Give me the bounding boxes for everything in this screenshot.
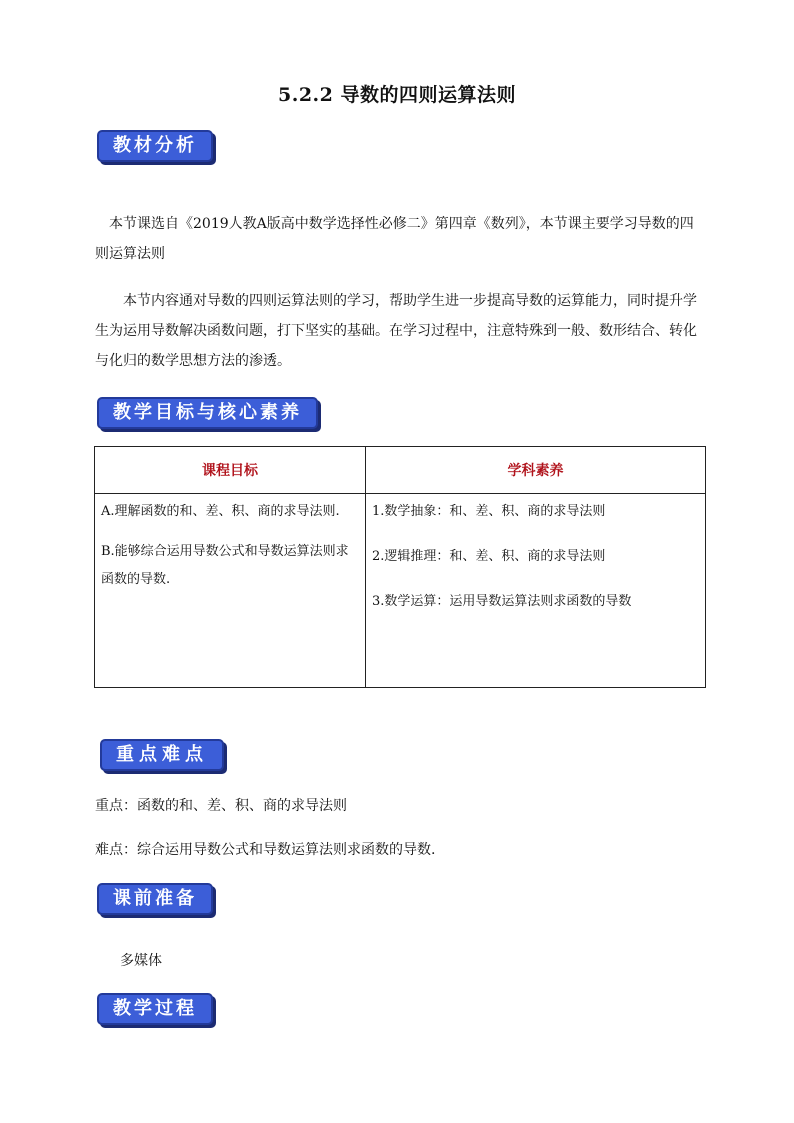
literacy-item: 3.数学运算：运用导数运算法则求函数的导数 [372,594,632,609]
subject-literacy-cell [366,494,706,688]
section-badge-analysis: 教材分析 [97,130,213,162]
goals-table-body-row [95,494,706,688]
key-point-text: 重点：函数的和、差、积、商的求导法则 [95,798,347,814]
course-goal-item: A.理解函数的和、差、积、商的求导法则. [101,504,340,519]
analysis-paragraph-1: 本节课选自《2019人教A版高中数学选择性必修二》第四章《数列》，本节课主要学习导数的四则运算法则 [95,216,694,262]
course-goals-cell [95,494,366,688]
header-course-goals: 课程目标 [95,447,366,494]
goals-table-header-row [95,447,706,494]
section-badge-process: 教学过程 [97,993,213,1025]
preparation-text: 多媒体 [120,953,162,969]
section-badge-goals: 教学目标与核心素养 [97,397,318,429]
page-title: 5.2.2 导数的四则运算法则 [277,84,516,106]
analysis-paragraph-2: 本节内容通对导数的四则运算法则的学习，帮助学生进一步提高导数的运算能力，同时提升学生为运用导数解决函数问题，打下坚实的基础。在学习过程中，注意特殊到一般、数形结合、转化与化归的数学思想方法的渗透。 [95,293,697,369]
literacy-item: 1.数学抽象：和、差、积、商的求导法则 [372,504,606,519]
goals-table [94,446,706,688]
header-subject-literacy: 学科素养 [366,447,706,494]
difficult-point-text: 难点：综合运用导数公式和导数运算法则求函数的导数. [95,842,436,858]
course-goal-item: B.能够综合运用导数公式和导数运算法则求函数的导数. [101,544,349,587]
section-badge-key-points: 重点难点 [100,739,224,771]
literacy-item: 2.逻辑推理：和、差、积、商的求导法则 [372,549,606,564]
section-badge-preparation: 课前准备 [97,883,213,915]
